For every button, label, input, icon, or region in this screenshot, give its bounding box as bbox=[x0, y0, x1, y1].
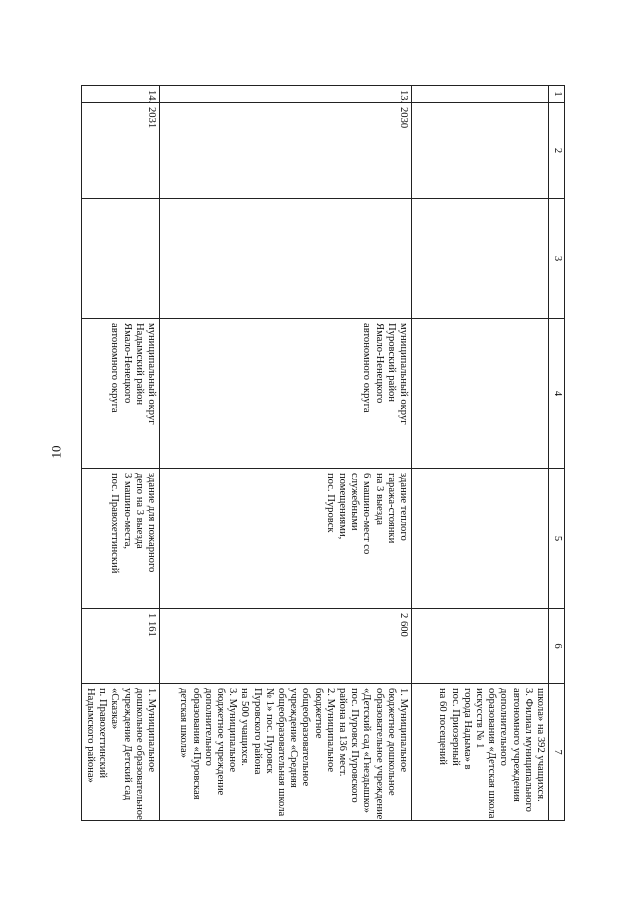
cost-cell: 1 161 bbox=[81, 609, 159, 684]
cell-text-line: пос. Приозерный bbox=[449, 688, 461, 766]
cell-text-line: дошкольное образовательное bbox=[133, 688, 145, 820]
year-cell bbox=[412, 103, 549, 199]
row-number-cell: 14. bbox=[81, 86, 159, 103]
cell-text-line: муниципальный округ bbox=[398, 323, 409, 425]
cell-text-line: детская школа» bbox=[178, 688, 190, 758]
cell-text-line: здание для пожарного bbox=[146, 473, 157, 573]
year-cell: 2031 bbox=[81, 103, 159, 199]
cell-text-line: п. Правохеттинский bbox=[97, 688, 109, 779]
municipality-cell bbox=[412, 319, 549, 469]
cell-text-line: 3 машино-места, bbox=[121, 473, 133, 550]
cell-text-line: на 500 учащихся. bbox=[239, 688, 251, 766]
objects-table bbox=[81, 85, 565, 821]
cell-text-line: учреждение «Средняя bbox=[288, 688, 300, 788]
cell-text-line: общеобразовательная школа bbox=[275, 688, 287, 817]
cell-text-line: дополнительного bbox=[202, 688, 214, 766]
cost-cell: 2 600 bbox=[160, 609, 412, 684]
header-cell: 1 bbox=[549, 86, 565, 103]
cell-text-line: 1. Муниципальное bbox=[146, 688, 157, 773]
cell-text-line: образования «Пуровская bbox=[190, 688, 202, 800]
cell-text-line: города Надыма» в bbox=[461, 688, 473, 770]
cell-text-line: 1. Муниципальное bbox=[398, 688, 409, 773]
cell-text-line: пос. Пуровск Пуровского bbox=[349, 688, 361, 803]
header-cell: 6 bbox=[549, 609, 565, 684]
cell-text-line: учреждение Детский сад bbox=[121, 688, 133, 801]
notes-cell bbox=[160, 684, 412, 821]
object-cell bbox=[412, 469, 549, 609]
header-cell: 4 bbox=[549, 319, 565, 469]
notes-cell bbox=[81, 684, 159, 821]
cell-text-line: пос. Пуровск bbox=[324, 473, 336, 533]
table-row bbox=[412, 86, 549, 821]
object-cell bbox=[160, 469, 412, 609]
header-cell: 2 bbox=[549, 103, 565, 199]
cell-text-line: на 3 выезда bbox=[373, 473, 385, 526]
col3-cell bbox=[81, 199, 159, 319]
cell-text-line: Надымский район bbox=[133, 323, 145, 406]
cell-text-line: гаража-стоянки bbox=[385, 473, 397, 544]
cell-text-line: бюджетное учреждение bbox=[214, 688, 226, 796]
row-number-cell bbox=[412, 86, 549, 103]
rotated-table-container bbox=[84, 85, 565, 820]
cell-text-line: служебными bbox=[349, 473, 361, 531]
col3-cell bbox=[412, 199, 549, 319]
table-header-row bbox=[549, 86, 565, 821]
cell-text-line: автономного учреждения bbox=[510, 688, 522, 802]
cell-text-line: № 1» пос. Пуровск bbox=[263, 688, 275, 774]
cell-text-line: автономного округа bbox=[109, 323, 121, 413]
col3-cell bbox=[160, 199, 412, 319]
table-row bbox=[160, 86, 412, 821]
cell-text-line: искусств № 1 bbox=[473, 688, 485, 749]
municipality-cell bbox=[160, 319, 412, 469]
cell-text-line: Пуровский район bbox=[385, 323, 397, 402]
cell-text-line: образования «Детская школа bbox=[486, 688, 498, 819]
cell-text-line: бюджетное дошкольное bbox=[385, 688, 397, 796]
cell-text-line: «Сказка» bbox=[109, 688, 121, 730]
cell-text-line: 3. Муниципальное bbox=[227, 688, 239, 773]
municipality-cell bbox=[81, 319, 159, 469]
cell-text-line: 2. Муниципальное bbox=[324, 688, 336, 773]
cost-cell bbox=[412, 609, 549, 684]
cell-text-line: Пуровского района bbox=[251, 688, 263, 775]
cell-text-line: школа» на 392 учащихся. bbox=[535, 688, 546, 802]
cell-text-line: депо на 3 выезда bbox=[133, 473, 145, 549]
cell-text-line: образовательное учреждение bbox=[373, 688, 385, 820]
header-cell: 7 bbox=[549, 684, 565, 821]
header-cell: 5 bbox=[549, 469, 565, 609]
cell-text-line: здание теплого bbox=[398, 473, 409, 541]
page-number: 10 bbox=[48, 445, 64, 459]
cell-text-line: дополнительного bbox=[498, 688, 510, 766]
row-number-cell: 13. bbox=[160, 86, 412, 103]
table-row bbox=[81, 86, 159, 821]
cell-text-line: Надымского района» bbox=[84, 688, 96, 783]
cell-text-line: помещениями, bbox=[336, 473, 348, 540]
notes-cell bbox=[412, 684, 549, 821]
header-cell: 3 bbox=[549, 199, 565, 319]
cell-text-line: пос. Правохеттинский bbox=[109, 473, 121, 574]
cell-text-line: 6 машино-мест со bbox=[361, 473, 373, 555]
cell-text-line: Ямало-Ненецкого bbox=[121, 323, 133, 404]
year-cell: 2030 bbox=[160, 103, 412, 199]
cell-text-line: на 60 посещений bbox=[437, 688, 449, 765]
cell-text-line: района на 136 мест. bbox=[336, 688, 348, 777]
cell-text-line: бюджетное bbox=[312, 688, 324, 739]
cell-text-line: «Детский сад «Гнездышко» bbox=[361, 688, 373, 813]
cell-text-line: 3. Филиал муниципального bbox=[522, 688, 534, 812]
cell-text-line: Ямало-Ненецкого bbox=[373, 323, 385, 404]
object-cell bbox=[81, 469, 159, 609]
cell-text-line: муниципальный округ bbox=[146, 323, 157, 425]
cell-text-line: общеобразовательное bbox=[300, 688, 312, 787]
cell-text-line: автономного округа bbox=[361, 323, 373, 413]
